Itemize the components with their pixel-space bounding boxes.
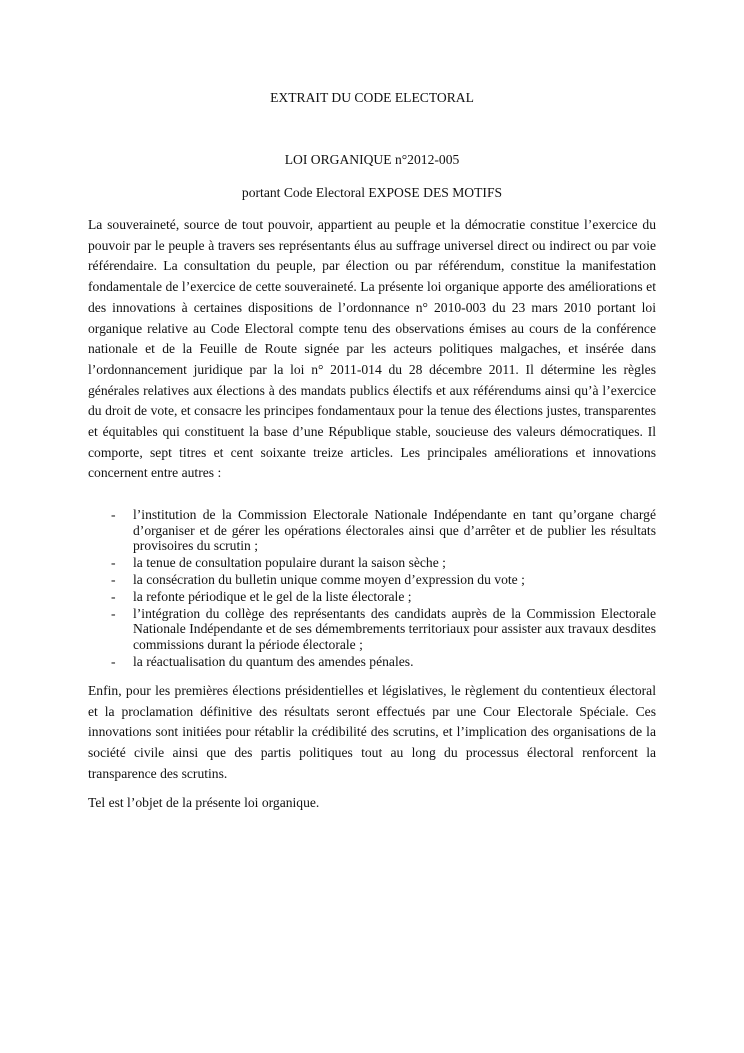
list-item bbox=[88, 507, 656, 554]
list-dash: - bbox=[111, 507, 116, 522]
law-subtitle: portant Code Electoral EXPOSE DES MOTIFS bbox=[241, 185, 503, 200]
list-item bbox=[88, 606, 656, 653]
list-item-text: la tenue de consultation populaire durant la saison sèche ; bbox=[133, 555, 446, 571]
law-title: LOI ORGANIQUE n°2012-005 bbox=[284, 152, 460, 167]
list-item bbox=[88, 572, 656, 588]
list-item bbox=[88, 555, 656, 571]
list-item-text: l’institution de la Commission Electorale Nationale Indépendante en tant qu’organe chargé d’organiser et de gérer les opérations électorales ainsi que d’arrêter et de publier les résultats provisoires du scrutin ; bbox=[133, 507, 656, 554]
list-dash: - bbox=[111, 588, 116, 604]
list-dash: - bbox=[111, 653, 116, 669]
list-dash: - bbox=[111, 555, 116, 571]
list-item-text: l’intégration du collège des représentants des candidats auprès de la Commission Electorale Nationale Indépendante et de ses démembrements territoriaux pour assister aux travaux desdites commissions durant la période électorale ; bbox=[133, 605, 656, 652]
conclusion-paragraph: Enfin, pour les premières élections présidentielles et législatives, le règlement du contentieux électoral et la proclamation définitive des résultats seront effectués par une Cour Electorale Spéciale. Ces innovations sont initiées pour rétablir la crédibilité des scrutins, et l’implication des organisations de la société civile ainsi que des partis politiques tout au long du processus électoral renforcent la transparence des scrutins. bbox=[88, 683, 656, 781]
list-item-text: la refonte périodique et le gel de la liste électorale ; bbox=[133, 588, 412, 604]
list-item bbox=[88, 654, 656, 670]
motives-paragraph: La souveraineté, source de tout pouvoir, appartient au peuple et la démocratie constitue l’exercice du pouvoir par le peuple à travers ses représentants élus au suffrage universel direct ou indirect ou par voie référendaire. La consultation du peuple, par élection ou par référendum, constitue la manifestation fondamentale de l’exercice de cette souveraineté. La présente loi organique apporte des améliorations et des innovations à certaines dispositions de l’ordonnance n° 2010-003 du 23 mars 2010 portant loi organique relative au Code Electoral compte tenu des observations émises au cours de la conférence nationale et de la Feuille de Route signée par les acteurs politiques malgaches, et insérée dans l’ordonnancement juridique par la loi n° 2011-014 du 28 décembre 2011. Il détermine les règles générales relatives aux élections à des mandats publics électifs et aux référendums ainsi qu’à l’exercice du droit de vote, et consacre les principes fondamentaux pour la tenue des élections justes, transparentes et équitables qui constituent la base d’une République stable, soucieuse des valeurs démocratiques. Il comporte, sept titres et cent soixante treize articles. Les principales améliorations et innovations concernent entre autres : bbox=[88, 217, 656, 481]
closing-paragraph: Tel est l’objet de la présente loi organique. bbox=[88, 795, 320, 810]
document-heading: EXTRAIT DU CODE ELECTORAL bbox=[270, 90, 474, 105]
innovations-list bbox=[88, 507, 656, 671]
list-dash: - bbox=[111, 571, 116, 587]
list-item-text: la réactualisation du quantum des amendes pénales. bbox=[133, 653, 414, 669]
list-item-text: la consécration du bulletin unique comme moyen d’expression du vote ; bbox=[133, 571, 525, 587]
list-item bbox=[88, 589, 656, 605]
list-dash: - bbox=[111, 605, 116, 621]
